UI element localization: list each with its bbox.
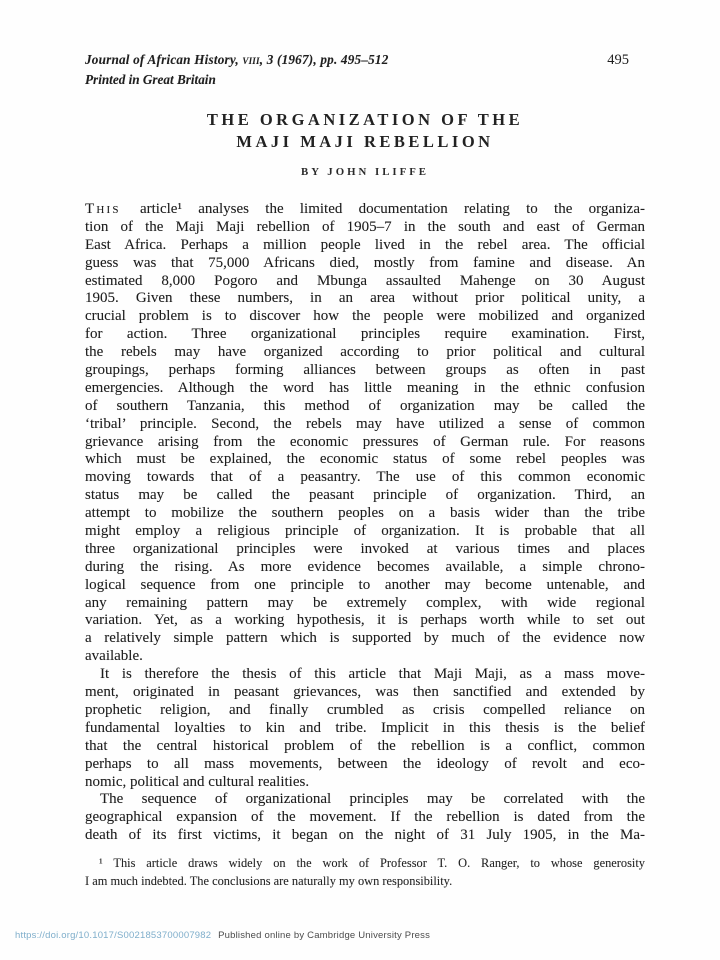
header-row (85, 52, 645, 69)
author-byline: BY JOHN ILIFFE (301, 166, 429, 178)
text-line: ‘tribal’ principle. Second, the rebels may have utilized a sense of common (85, 415, 645, 432)
text-line: estimated 8,000 Pogoro and Mbunga assaulted Mahenge on 30 August (85, 272, 645, 289)
text-line: a relatively simple pattern which is supported by much of the evidence now (85, 630, 645, 647)
text-line: 1905. Given these numbers, in an area without prior political unity, a (85, 290, 645, 307)
journal-header (85, 52, 645, 88)
text-line: for action. Three organizational principles require examination. First, (85, 326, 645, 343)
text-line: available. (85, 648, 143, 665)
doi-link[interactable]: https://doi.org/10.1017/S0021853700007982 (15, 930, 212, 941)
text-line: might employ a religious principle of organization. It is probable that all (85, 523, 645, 540)
text-line: logical sequence from one principle to another may become untenable, and (85, 576, 645, 593)
text-line: geographical expansion of the movement. If the rebellion is dated from the (85, 809, 645, 826)
text-line: tion of the Maji Maji rebellion of 1905–7 in the south and east of German (85, 218, 645, 235)
text-line: status may be called the peasant principle of organization. Third, an (85, 487, 645, 504)
text-line: death of its first victims, it began on the night of 31 July 1905, in the Ma- (85, 827, 645, 844)
text-line: It is therefore the thesis of this article that Maji Maji, as a mass move- (100, 666, 645, 683)
text-line: three organizational principles were invoked at various times and places (85, 540, 645, 557)
text-line: emergencies. Although the word has little meaning in the ethnic confusion (85, 379, 645, 396)
text-line: variation. Yet, as a working hypothesis, it is perhaps worth while to set out (85, 612, 645, 629)
article-body (85, 201, 645, 845)
title-line-1: THE ORGANIZATION OF THE (206, 110, 524, 129)
journal-issue-pages: , 3 (1967), pp. 495–512 (259, 52, 389, 67)
text-line: East Africa. Perhaps a million people lived in the rebel area. The official (85, 236, 645, 253)
publisher-footer (15, 930, 710, 941)
journal-citation (85, 52, 389, 68)
printed-in-note: Printed in Great Britain (85, 72, 216, 87)
text-line: during the rising. As more evidence becomes available, a simple chrono- (85, 558, 645, 575)
text-line: crucial problem is to discover how the people were mobilized and organized (85, 308, 645, 325)
page-number: 495 (607, 52, 629, 68)
text-line: any remaining pattern may be extremely complex, with wide regional (85, 594, 645, 611)
text-line: guess was that 75,000 Africans died, mostly from famine and disease. An (85, 254, 645, 271)
text-line: which must be explained, the economic status of some rebel peoples was (85, 451, 645, 468)
journal-volume: viii (242, 52, 260, 67)
text-line: moving towards that of a peasantry. The use of this common economic (85, 469, 645, 486)
title-line-2: MAJI MAJI REBELLION (236, 132, 494, 151)
text-line: the rebels may have organized according to prior political and cultural (85, 344, 645, 361)
opening-small-caps: his (96, 201, 121, 217)
published-note: Published online by Cambridge University Press (218, 930, 431, 941)
text-line: attempt to mobilize the southern peoples on a basis wider than the tribe (85, 505, 645, 522)
text-line: nomic, political and cultural realities. (85, 773, 310, 790)
journal-name: Journal of African History, (85, 52, 243, 67)
footnote-block (85, 854, 645, 890)
text-line: The sequence of organizational principles may be correlated with the (100, 791, 645, 808)
text-line: fundamental loyalties to kin and tribe. Implicit in this thesis is the belief (85, 719, 645, 736)
text-line: groupings, perhaps forming alliances between groups as often in past (85, 362, 645, 379)
text-line: prophetic religion, and finally crumbled as crisis compelled reliance on (85, 701, 645, 718)
text-line: grievance arising from the economic pressures of German rule. For reasons (85, 433, 645, 450)
footnote-line: ¹ This article draws widely on the work of Professor T. O. Ranger, to whose generosity (99, 856, 645, 870)
text-line: that the central historical problem of the rebellion is a conflict, common (85, 737, 645, 754)
text-line: of southern Tanzania, this method of organization may be called the (85, 397, 645, 414)
footnote-line: I am much indebted. The conclusions are naturally my own responsibility. (85, 874, 453, 888)
opening-initial: T (85, 201, 97, 217)
text-line: perhaps to all mass movements, between the ideology of revolt and eco- (85, 755, 645, 772)
article-title (85, 109, 645, 153)
text-line: This article¹ analyses the limited documentation relating to the organiza- (85, 201, 645, 217)
text-line: ment, originated in peasant grievances, was then sanctified and extended by (85, 684, 645, 701)
